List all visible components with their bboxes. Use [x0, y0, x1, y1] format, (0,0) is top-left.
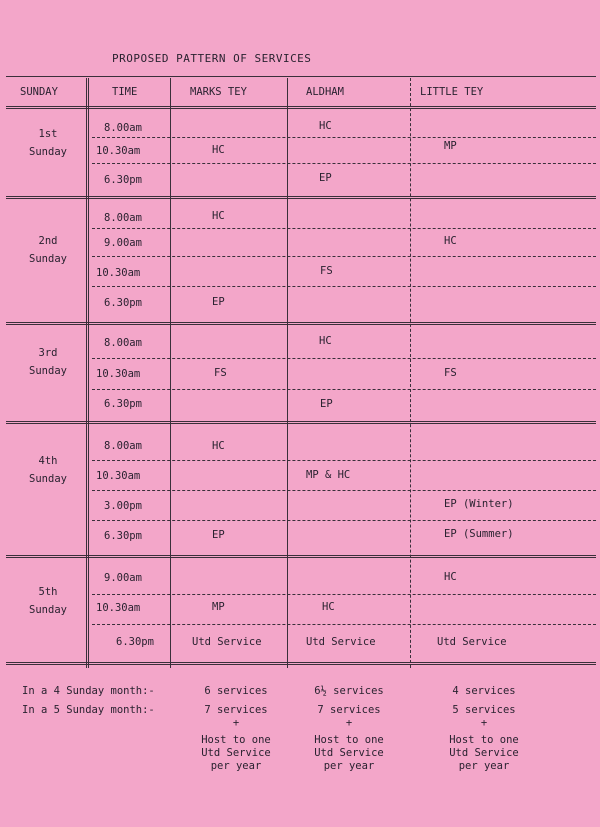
time-cell: 9.00am [104, 572, 142, 584]
time-cell: 6.30pm [104, 297, 142, 309]
sunday-4-label: 4th Sunday [29, 455, 67, 485]
little-tey-cell: HC [444, 235, 457, 247]
four-sunday-label: In a 4 Sunday month:- [22, 685, 155, 697]
marks-tey-cell: FS [214, 367, 227, 379]
marks-tey-cell: MP [212, 601, 225, 613]
header-bottom-rule [6, 106, 596, 109]
marks-tey-cell: EP [212, 529, 225, 541]
row-rule [92, 256, 596, 257]
page-title: PROPOSED PATTERN OF SERVICES [112, 52, 312, 65]
time-cell: 8.00am [104, 122, 142, 134]
sunday-separator [6, 421, 596, 424]
marks-tey-cell: HC [212, 440, 225, 452]
marks-tey-column-rule [287, 78, 288, 668]
aldham-cell: EP [319, 172, 332, 184]
sunday-5-label: 5th Sunday [29, 586, 67, 616]
time-cell: 8.00am [104, 212, 142, 224]
little-tey-cell: EP (Winter) [444, 498, 514, 510]
aldham-cell: HC [322, 601, 335, 613]
sunday-1-label: 1st Sunday [29, 128, 67, 158]
sunday-separator [6, 196, 596, 199]
row-rule [92, 389, 596, 390]
row-rule [92, 137, 596, 138]
aldham-cell: FS [320, 265, 333, 277]
time-cell: 9.00am [104, 237, 142, 249]
aldham-column-rule [410, 78, 411, 668]
row-rule [92, 228, 596, 229]
marks-tey-cell: EP [212, 296, 225, 308]
aldham-cell: EP [320, 398, 333, 410]
time-cell: 6.30pm [104, 398, 142, 410]
row-rule [92, 163, 596, 164]
little-tey-cell: HC [444, 571, 457, 583]
little-tey-summary: 4 services 5 services + Host to one Utd Service per year [449, 685, 519, 772]
time-cell: 10.30am [96, 368, 141, 380]
row-rule [92, 460, 596, 461]
aldham-cell: HC [319, 335, 332, 347]
header-time: TIME [112, 86, 138, 98]
marks-tey-summary: 6 services 7 services + Host to one Utd Service per year [201, 685, 271, 772]
header-top-rule [6, 76, 596, 77]
time-cell: 10.30am [96, 470, 141, 482]
time-cell: 10.30am [96, 602, 141, 614]
aldham-cell: Utd Service [306, 636, 376, 648]
header-marks-tey: MARKS TEY [190, 86, 247, 98]
little-tey-cell: FS [444, 367, 457, 379]
table-bottom-rule [6, 662, 596, 665]
marks-tey-cell: Utd Service [192, 636, 262, 648]
little-tey-cell: Utd Service [437, 636, 507, 648]
sunday-separator [6, 555, 596, 558]
little-tey-cell: EP (Summer) [444, 528, 514, 540]
header-sunday: SUNDAY [20, 86, 58, 98]
time-cell: 10.30am [96, 267, 141, 279]
row-rule [92, 624, 596, 625]
time-cell: 6.30pm [104, 530, 142, 542]
marks-tey-cell: HC [212, 144, 225, 156]
row-rule [92, 490, 596, 491]
little-tey-cell: MP [444, 140, 457, 152]
time-cell: 8.00am [104, 440, 142, 452]
time-column-rule [170, 78, 171, 668]
marks-tey-cell: HC [212, 210, 225, 222]
row-rule [92, 358, 596, 359]
sunday-3-label: 3rd Sunday [29, 347, 67, 377]
row-rule [92, 520, 596, 521]
time-cell: 8.00am [104, 337, 142, 349]
time-cell: 10.30am [96, 145, 141, 157]
sunday-separator [6, 322, 596, 325]
five-sunday-label: In a 5 Sunday month:- [22, 704, 155, 716]
aldham-cell: MP & HC [306, 469, 351, 481]
aldham-summary: 6½ services 7 services + Host to one Utd Service per year [314, 685, 384, 772]
time-cell: 6.30pm [116, 636, 154, 648]
row-rule [92, 286, 596, 287]
aldham-cell: HC [319, 120, 332, 132]
time-cell: 6.30pm [104, 174, 142, 186]
row-rule [92, 594, 596, 595]
sunday-2-label: 2nd Sunday [29, 235, 67, 265]
header-little-tey: LITTLE TEY [420, 86, 484, 98]
header-aldham: ALDHAM [306, 86, 344, 98]
time-cell: 3.00pm [104, 500, 142, 512]
